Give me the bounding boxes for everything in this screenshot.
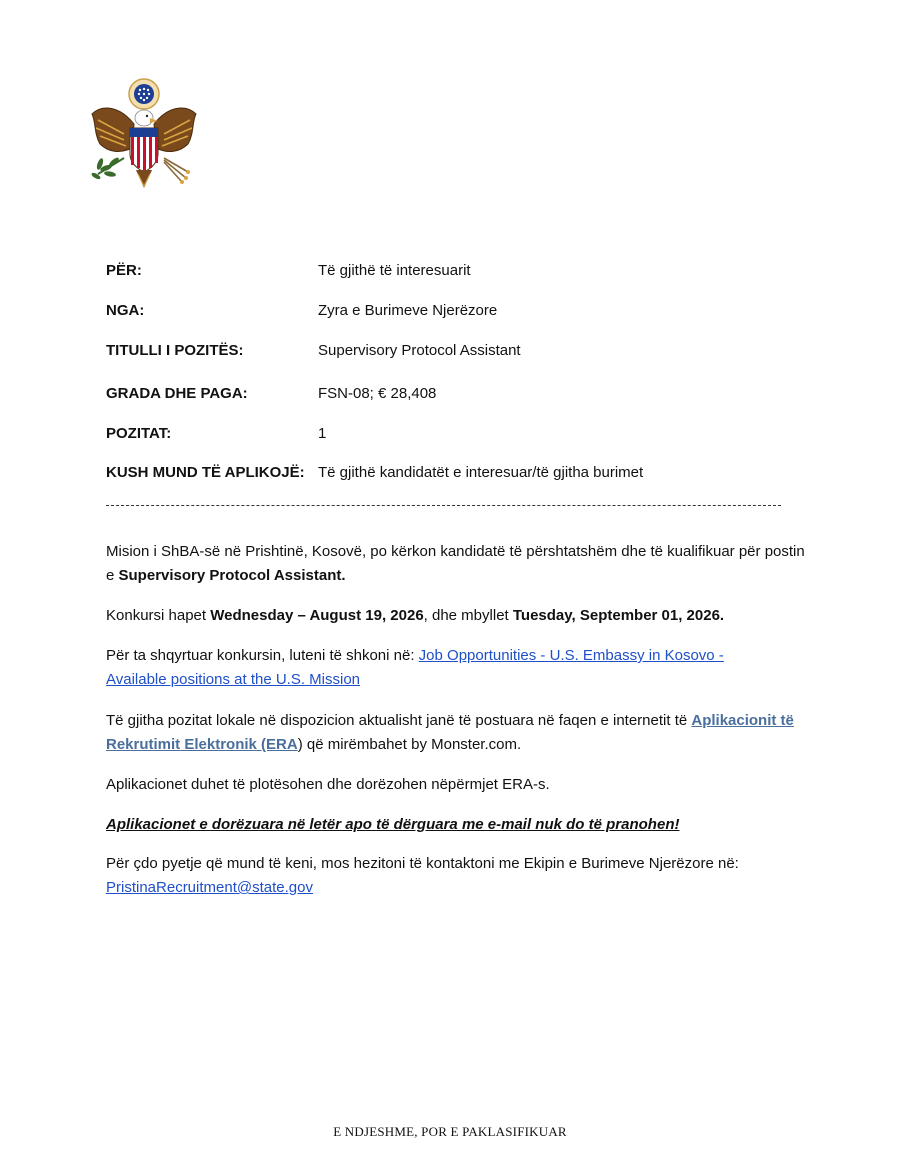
memo-label: GRADA DHE PAGA: bbox=[106, 385, 248, 402]
job-opportunities-link[interactable]: Job Opportunities - U.S. Embassy in Kosovo - Available positions at the U.S. Mission bbox=[106, 647, 724, 688]
era-link[interactable]: Aplikacionit të Rekrutimit Elektronik (ERA bbox=[106, 712, 794, 753]
classification-footer: E NDJESHME, POR E PAKLASIFIKUAR bbox=[333, 1124, 567, 1139]
contact-paragraph: Për çdo pyetje që mund të keni, mos hezitoni të kontaktoni me Ekipin e Burimeve Njerëzore në: PristinaRecruitment@state.gov bbox=[106, 855, 739, 896]
memo-label: POZITAT: bbox=[106, 425, 172, 442]
dates-paragraph: Konkursi hapet Wednesday – August 19, 2026, dhe mbyllet Tuesday, September 01, 2026. bbox=[106, 607, 725, 624]
memo-value: Të gjithë kandidatët e interesuar/të gjitha burimet bbox=[318, 464, 644, 481]
position-title: Supervisory Protocol Assistant. bbox=[118, 567, 346, 584]
era-paragraph: Të gjitha pozitat lokale në dispozicion aktualisht janë të postuara në faqen e internetit të Aplikacionit të Rekrutimit Elektronik (ERA) që mirëmbahet by Monster.com. bbox=[106, 712, 794, 753]
contact-email-link[interactable]: PristinaRecruitment@state.gov bbox=[106, 879, 313, 896]
memo-value: 1 bbox=[318, 425, 327, 442]
memo-label: NGA: bbox=[106, 302, 145, 319]
warning-paragraph bbox=[106, 813, 806, 837]
memo-label: TITULLI I POZITËS: bbox=[106, 342, 244, 359]
memo-value: Supervisory Protocol Assistant bbox=[318, 342, 521, 359]
warning-text: Aplikacionet e dorëzuara në letër apo të dërguara me e-mail nuk do të pranohen! bbox=[106, 816, 680, 833]
divider-line bbox=[106, 505, 781, 506]
great-seal-eagle-icon bbox=[84, 76, 200, 194]
memo-value: Zyra e Burimeve Njerëzore bbox=[318, 302, 498, 319]
memo-value: FSN-08; € 28,408 bbox=[318, 385, 437, 402]
memo-value: Të gjithë të interesuarit bbox=[318, 262, 471, 279]
close-date: Tuesday, September 01, 2026. bbox=[512, 607, 725, 624]
intro-paragraph: Mision i ShBA-së në Prishtinë, Kosovë, po kërkon kandidatë të përshtatshëm dhe të kualifikuar për postin e Supervisory Protocol Assistant. bbox=[106, 543, 805, 584]
memo-label: PËR: bbox=[106, 262, 142, 279]
open-date: Wednesday – August 19, 2026 bbox=[210, 607, 424, 624]
submit-paragraph: Aplikacionet duhet të plotësohen dhe dorëzohen nëpërmjet ERA-s. bbox=[106, 776, 550, 793]
review-paragraph: Për ta shqyrtuar konkursin, luteni të shkoni në: Job Opportunities - U.S. Embassy in Kosovo - Available positions at the U.S. Mission bbox=[106, 647, 724, 688]
memo-label: KUSH MUND TË APLIKOJË: bbox=[106, 464, 305, 481]
